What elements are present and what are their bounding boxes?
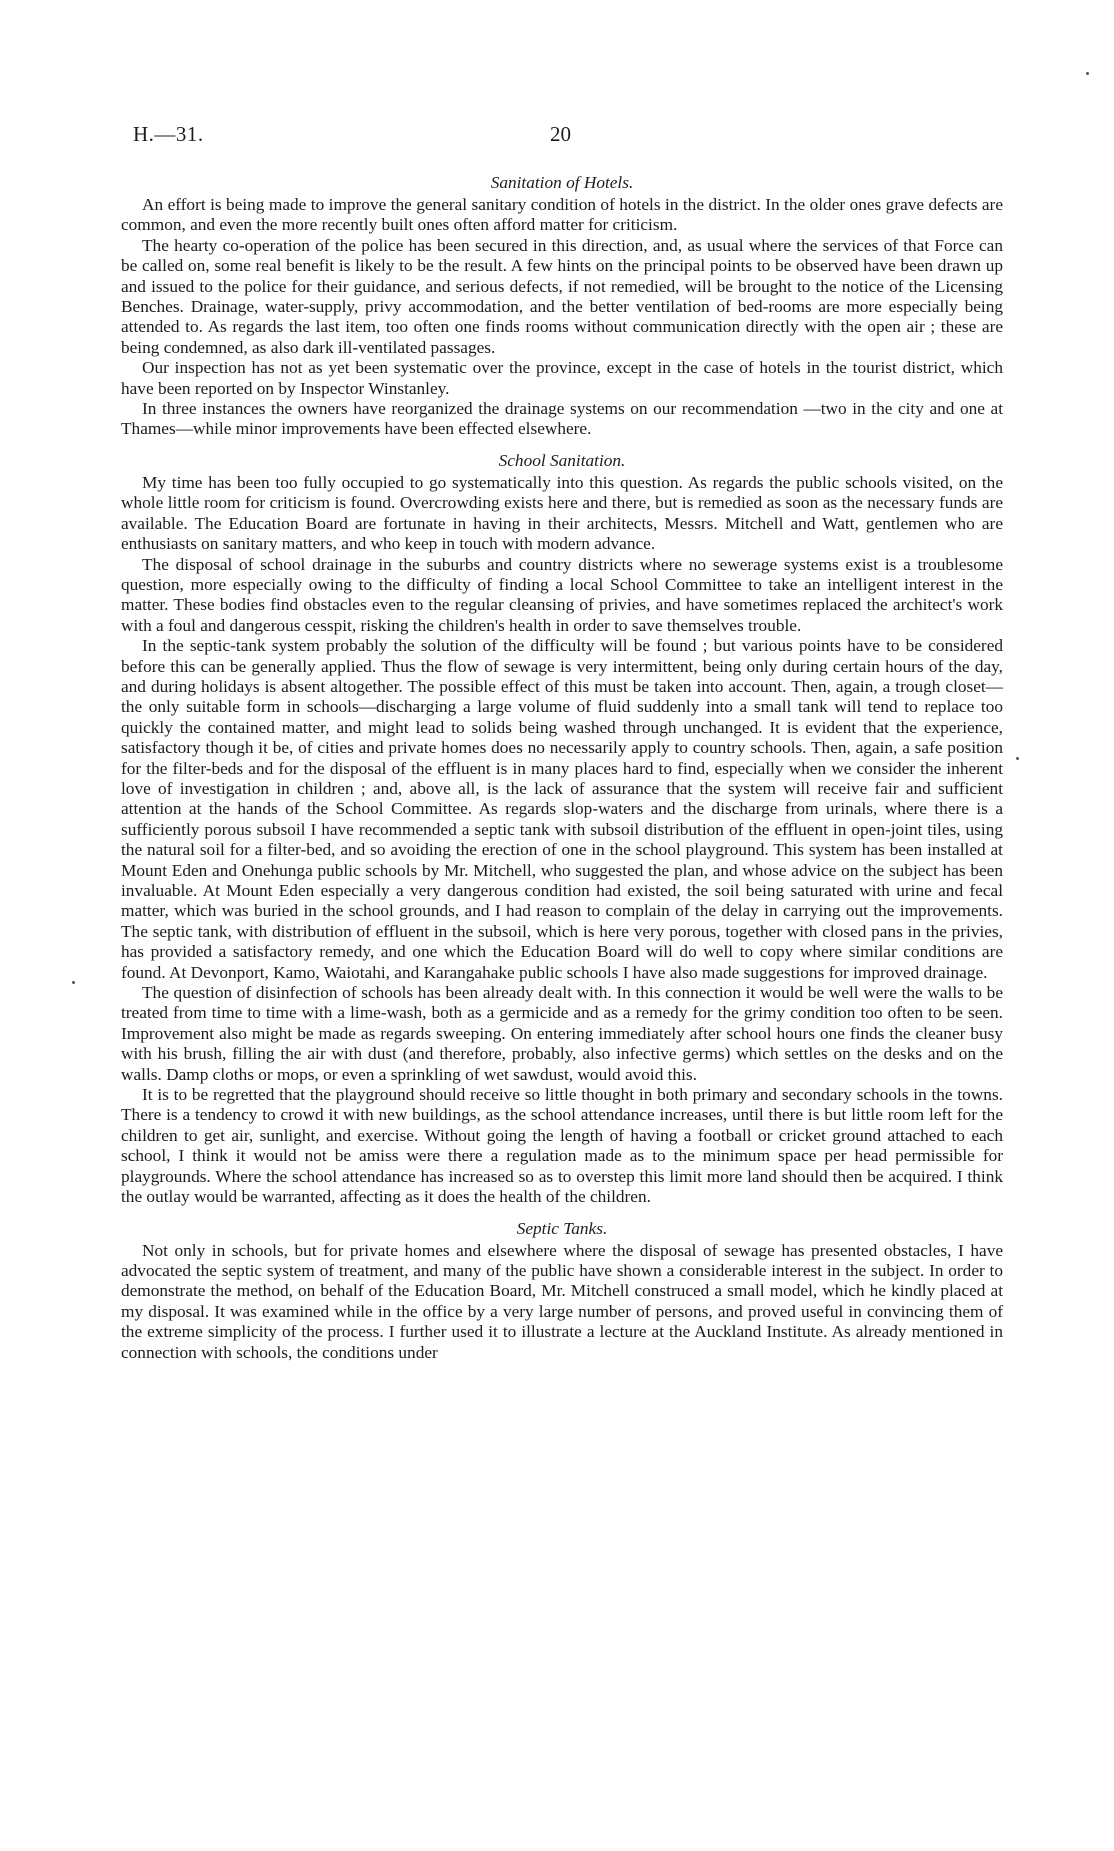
page-number: 20	[550, 122, 571, 146]
paragraph: My time has been too fully occupied to go systematically into this question. As regards the public schools visited, on the whole little room for criticism is found. Overcrowding exists here and there, but is remedied as soon as the necessary funds are available. The Education Board are fortunate in having in their architects, Messrs. Mitchell and Watt, gentlemen who are enthusiasts on sanitary matters, and who keep in touch with modern advance.	[121, 472, 1003, 554]
paragraph: Not only in schools, but for private homes and elsewhere where the disposal of sewage has presented obstacles, I have advocated the septic system of treatment, and many of the public have shown a considerable interest in the subject. In order to demonstrate the method, on behalf of the Education Board, Mr. Mitchell construced a small model, which he kindly placed at my disposal. It was examined while in the office by a very large number of persons, and proved useful in convincing them of the extreme simplicity of the process. I further used it to illustrate a lecture at the Auckland Institute. As already mentioned in connection with schools, the conditions under	[121, 1240, 1003, 1362]
scan-speck	[1016, 757, 1019, 760]
paragraph: It is to be regretted that the playground should receive so little thought in both primary and secondary schools in the towns. There is a tendency to crowd it with new buildings, as the school attendance increases, until there is but little room left for the children to get air, sunlight, and exercise. Without going the length of having a football or cricket ground attached to each school, I think it would not be amiss were there a regulation made as to the minimum space per head permissible for playgrounds. Where the school attendance has increased so as to overstep this limit more land should then be acquired. I think the outlay would be warranted, affecting as it does the health of the children.	[121, 1085, 1003, 1207]
paragraph: The disposal of school drainage in the suburbs and country districts where no sewerage systems exist is a troublesome question, more especially owing to the difficulty of finding a local School Committee to take an intelligent interest in the matter. These bodies find obstacles even to the regular cleansing of privies, and have sometimes replaced the architect's work with a foul and dangerous cesspit, risking the children's health in order to save themselves trouble.	[121, 554, 1003, 635]
page-header	[133, 122, 1003, 154]
section-heading: Sanitation of Hotels.	[490, 173, 634, 192]
paragraph: An effort is being made to improve the general sanitary condition of hotels in the district. In the older ones grave defects are common, and even the more recently built ones often afford matter for criticism.	[121, 195, 1003, 235]
paragraph: The question of disinfection of schools has been already dealt with. In this connection it would be well were the walls to be treated from time to time with a lime-wash, both as a germicide and as a remedy for the grimy condition too often to be seen. Improvement also might be made as regards sweeping. On entering immediately after school hours one finds the cleaner busy with his brush, filling the air with dust (and therefore, probably, also infective germs) which settles on the desks and on the walls. Damp cloths or mops, or even a sprinkling of wet sawdust, would avoid this.	[121, 983, 1003, 1084]
section-heading: Septic Tanks.	[516, 1218, 608, 1238]
section-heading: School Sanitation.	[498, 450, 626, 470]
paragraph: In three instances the owners have reorganized the drainage systems on our recommendation —two in the city and one at Thames—while minor improvements have been effected elsewhere.	[121, 399, 1003, 439]
document-body	[121, 172, 1003, 1363]
scan-speck	[72, 981, 75, 984]
scan-speck	[1086, 72, 1089, 75]
paragraph: Our inspection has not as yet been systematic over the province, except in the case of hotels in the tourist district, which have been reported on by Inspector Winstanley.	[121, 358, 1003, 398]
paragraph: In the septic-tank system probably the solution of the difficulty will be found ; but various points have to be considered before this can be generally applied. Thus the flow of sewage is very intermittent, being only during certain hours of the day, and during holidays is absent altogether. The possible effect of this must be taken into account. Then, again, a trough closet—the only suitable form in schools—discharging a large volume of fluid suddenly into a small tank will tend to replace too quickly the contained matter, and might lead to solids being washed through unchanged. It is evident that the experience, satisfactory though it be, of cities and private homes does no necessarily apply to country schools. Then, again, a safe position for the filter-beds and for the disposal of the effluent is in many places hard to find, especially when we consider the inherent love of investigation in children ; and, above all, is the lack of assurance that the system will receive fair and sufficient attention at the hands of the School Committee. As regards slop-waters and the discharge from urinals, where there is a sufficiently porous subsoil I have recommended a septic tank with subsoil distribution of the effluent in open-joint tiles, using the natural soil for a filter-bed, and so avoiding the erection of one in the school playground. This system has been installed at Mount Eden and Onehunga public schools by Mr. Mitchell, who suggested the plan, and whose advice on the subject has been invaluable. At Mount Eden especially a very dangerous condition had existed, the soil being saturated with urine and fecal matter, which was buried in the school grounds, and I had reason to complain of the delay in carrying out the improvements. The septic tank, with distribution of effluent in the subsoil, which is here very porous, together with closed pans in the privies, has provided a satisfactory remedy, and one which the Education Board will do well to copy where similar conditions are found. At Devonport, Kamo, Waiotahi, and Karangahake public schools I have also made suggestions for improved drainage.	[121, 636, 1003, 982]
document-reference: H.—31.	[133, 122, 204, 146]
paragraph: The hearty co-operation of the police has been secured in this direction, and, as usual where the services of that Force can be called on, some real benefit is likely to be the result. A few hints on the principal points to be observed have been drawn up and issued to the police for their guidance, and serious defects, if not remedied, will be brought to the notice of the Licensing Benches. Drainage, water-supply, privy accommodation, and the better ventilation of bed-rooms are more especially being attended to. As regards the last item, too often one finds rooms without communication directly with the open air ; these are being condemned, as also dark ill-ventilated passages.	[121, 235, 1003, 357]
